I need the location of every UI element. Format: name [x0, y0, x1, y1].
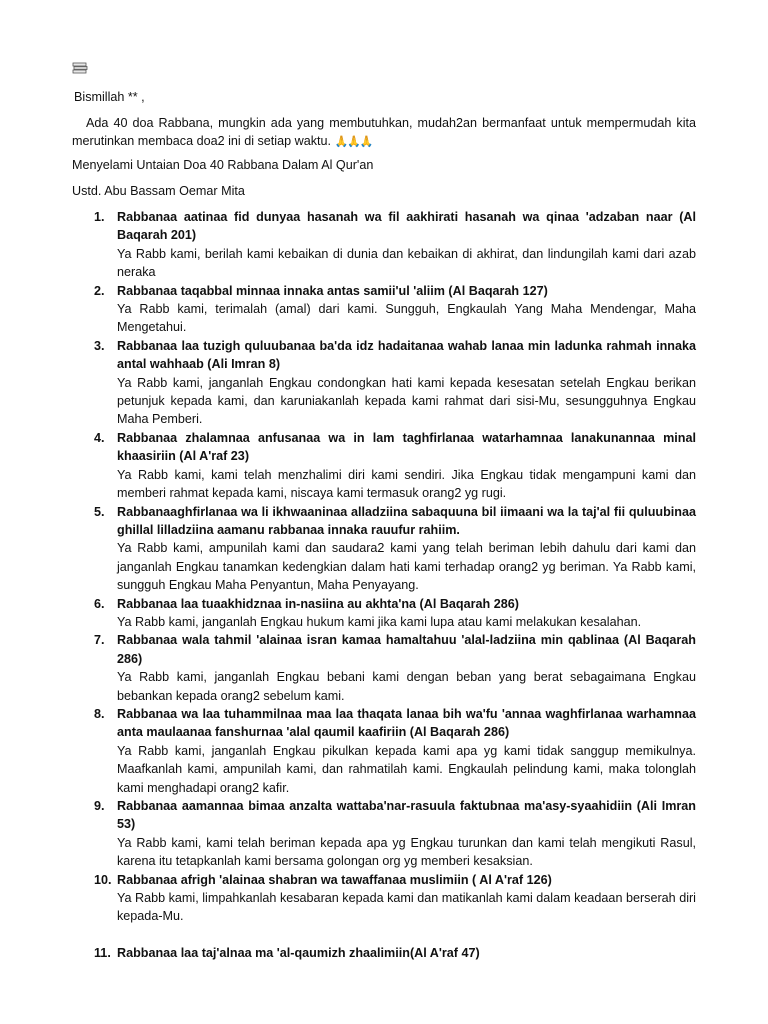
prayer-translation: Ya Rabb kami, janganlah Engkau condongkan hati kami kepada kesesatan setelah Engkau berikan petunjuk kepada kami, dan karuniakanlah kepada kami rahmat dari sisi-Mu, sesungguhnya Engkau Maha Pemberi. — [117, 375, 696, 427]
list-item — [72, 631, 696, 705]
prayer-transliteration: Rabbanaa zhalamnaa anfusanaa wa in lam taghfirlanaa watarhamnaa lanakunannaa minal khaasiriin (Al A'raf 23) — [117, 430, 696, 464]
item-number: 7. — [94, 633, 105, 648]
list-item — [72, 595, 696, 632]
prayer-transliteration: Rabbanaa afrigh 'alainaa shabran wa tawaffanaa muslimiin ( Al A'raf 126) — [117, 872, 552, 887]
item-number: 8. — [94, 706, 105, 721]
prayer-transliteration: Rabbanaaghfirlanaa wa li ikhwaaninaa alladziina sabaquuna bil iimaani wa la taj'al fii quluubinaa ghillal lilladziina aamanu rabbanaa innaka rauufur rahiim. — [117, 504, 696, 537]
intro-text: Ada 40 doa Rabbana, mungkin ada yang membutuhkan, mudah2an bermanfaat untuk mempermudah kita merutinkan membaca doa2 ini di setiap waktu. — [72, 116, 696, 149]
document-title: Menyelami Untaian Doa 40 Rabbana Dalam Al Qur'an — [72, 158, 374, 172]
item-number: 3. — [94, 338, 105, 353]
prayer-transliteration: Rabbanaa laa taj'alnaa ma 'al-qaumizh zhaalimiin(Al A'raf 47) — [117, 945, 480, 960]
prayer-transliteration: Rabbanaa wa laa tuhammilnaa maa laa thaqata lanaa bih wa'fu 'annaa waghfirlanaa warhamnaa anta maulaanaa fanshurnaa 'alal qaumil kaafiriin (Al Baqarah 286) — [117, 706, 696, 740]
list-item — [72, 208, 696, 282]
list-item — [72, 337, 696, 429]
item-number: 11. — [94, 945, 111, 960]
intro-paragraph — [72, 114, 696, 152]
item-number: 1. — [94, 210, 105, 224]
prayer-translation: Ya Rabb kami, berilah kami kebaikan di dunia dan kebaikan di akhirat, dan lindungilah kami dari azab neraka — [117, 246, 696, 280]
item-number: 2. — [94, 283, 105, 298]
book-stack-icon — [72, 62, 88, 74]
prayer-translation: Ya Rabb kami, kami telah beriman kepada apa yg Engkau turunkan dan kami telah mengikuti Rasul, karena itu tetapkanlah kami bersama golongan org yg memberi kesaksian. — [117, 835, 696, 869]
list-item — [72, 429, 696, 503]
prayer-translation: Ya Rabb kami, janganlah Engkau bebani kami dengan beban yang berat sebagaimana Engkau bebankan kepada orang2 sebelum kami. — [117, 670, 696, 703]
prayer-translation: Ya Rabb kami, kami telah menzhalimi diri kami sendiri. Jika Engkau tidak mengampuni kami dan memberi rahmat kepada kami, niscaya kami termasuk orang2 yg rugi. — [117, 467, 696, 501]
list-item — [72, 871, 696, 926]
prayer-translation: Ya Rabb kami, terimalah (amal) dari kami. Sungguh, Engkaulah Yang Maha Mendengar, Maha Mengetahui. — [117, 302, 696, 335]
item-number: 10. — [94, 872, 112, 887]
prayer-translation: Ya Rabb kami, janganlah Engkau pikulkan kepada kami apa yg kami tidak sanggup memikulnya. Maafkanlah kami, ampunilah kami, dan rahmatilah kami. Engkaulah pelindung kami, maka tolonglah kami menghadapi orang2 kafir. — [117, 743, 696, 795]
prayer-transliteration: Rabbanaa laa tuzigh quluubanaa ba'da idz hadaitanaa wahab lanaa min ladunka rahmah innaka antal wahhaab (Ali Imran 8) — [117, 338, 696, 372]
prayer-transliteration: Rabbanaa aamannaa bimaa anzalta wattaba'nar-rasuula faktubnaa ma'asy-syaahidiin (Ali Imran 53) — [117, 799, 696, 832]
item-number: 9. — [94, 799, 105, 813]
prayer-transliteration: Rabbanaa wala tahmil 'alainaa isran kamaa hamaltahuu 'alal-ladziina min qablinaa (Al Baqarah 286) — [117, 633, 696, 666]
list-item — [72, 797, 696, 871]
item-number: 6. — [94, 596, 105, 611]
prayer-list — [72, 208, 696, 962]
list-item — [72, 503, 696, 595]
prayer-translation: Ya Rabb kami, ampunilah kami dan saudara2 kami yang telah beriman lebih dahulu dari kami dan janganlah Engkau tanamkan kedengkian dalam hati kami terhadap orang2 yg beriman. Ya Rabb kami, sungguh Engkau Maha Penyantun, Maha Penyayang. — [117, 541, 696, 593]
author-line: Ustd. Abu Bassam Oemar Mita — [72, 184, 245, 198]
greeting-line: Bismillah ** , — [74, 90, 145, 104]
prayer-transliteration: Rabbanaa aatinaa fid dunyaa hasanah wa fil aakhirati hasanah wa qinaa 'adzaban naar (Al Baqarah 201) — [117, 210, 696, 243]
prayer-translation: Ya Rabb kami, janganlah Engkau hukum kami jika kami lupa atau kami melakukan kesalahan. — [117, 614, 642, 629]
item-number: 5. — [94, 504, 105, 519]
list-item — [72, 705, 696, 797]
list-item — [72, 944, 696, 962]
item-number: 4. — [94, 430, 105, 445]
praying-hands-icon: 🙏🙏🙏 — [334, 136, 373, 149]
prayer-translation: Ya Rabb kami, limpahkanlah kesabaran kepada kami dan matikanlah kami dalam keadaan berserah diri kepada-Mu. — [117, 891, 696, 924]
prayer-transliteration: Rabbanaa laa tuaakhidznaa in-nasiina au akhta'na (Al Baqarah 286) — [117, 596, 519, 611]
list-item — [72, 282, 696, 337]
prayer-transliteration: Rabbanaa taqabbal minnaa innaka antas samii'ul 'aliim (Al Baqarah 127) — [117, 283, 548, 298]
